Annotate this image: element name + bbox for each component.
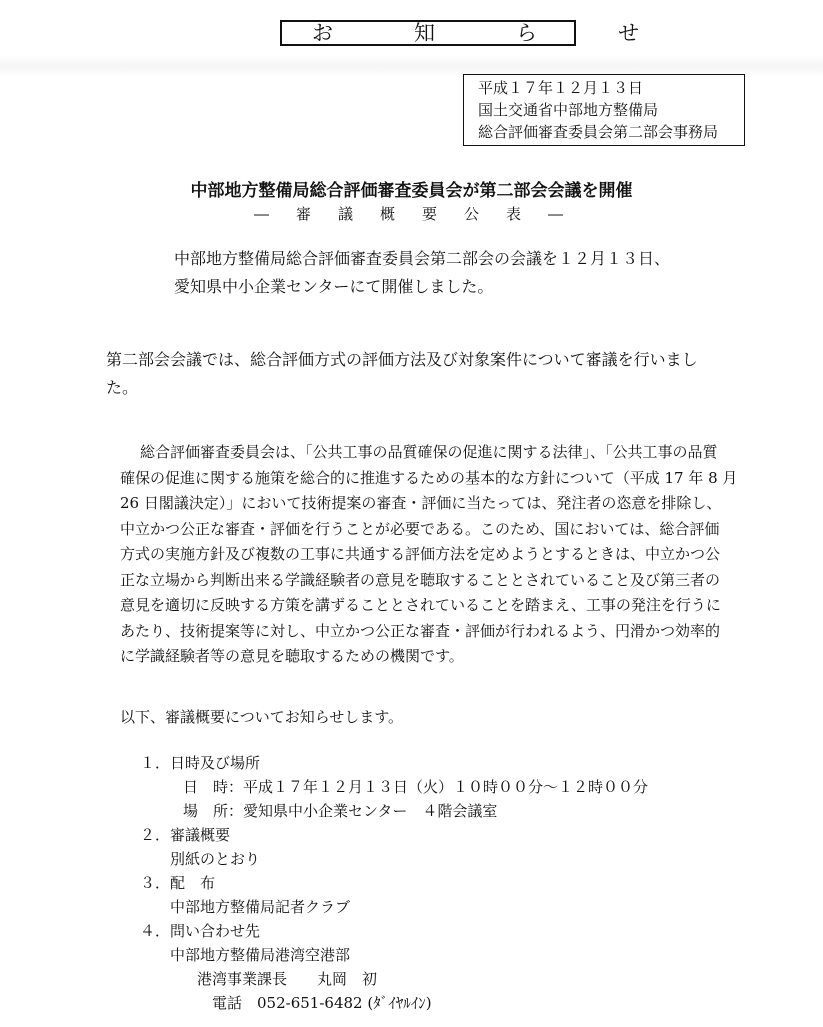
intro-line: 愛知県中小企業センターにて開催しました。 xyxy=(174,277,494,296)
notice-title: お 知 ら せ xyxy=(280,20,576,46)
item-detail: 中部地方整備局記者クラブ xyxy=(170,898,351,916)
item-datetime: 日 時：平成１７年１２月１３日（火）１０時００分～１２時００分 xyxy=(183,778,649,796)
contact-person: 港湾事業課長 丸岡 初 xyxy=(197,970,378,988)
contact-dept: 中部地方整備局港湾空港部 xyxy=(170,946,351,964)
issuer-office: 総合評価審査委員会第二部会事務局 xyxy=(478,123,719,141)
lead-text: 以下、審議概要についてお知らせします。 xyxy=(120,708,404,726)
description-line: 意見を適切に反映する方策を講ずることとされていることを踏まえ、工事の発注を行うに xyxy=(120,596,721,614)
item-heading: ２．審議概要 xyxy=(140,826,231,844)
description-paragraph xyxy=(120,440,737,670)
description-line: 中立かつ公正な審査・評価を行うことが必要である。このため、国においては、総合評価 xyxy=(120,519,720,538)
description-line: 確保の促進に関する施策を総合的に推進するための基本的な方針について（平成 17 年 8 月 xyxy=(120,468,738,487)
description-line: 方式の実施方針及び複数の工事に共通する評価方法を定めようとするときは、中立かつ公 xyxy=(120,545,721,563)
summary-paragraph xyxy=(106,346,698,402)
item-heading: １．日時及び場所 xyxy=(140,754,261,772)
summary-line: た。 xyxy=(106,378,139,397)
contact-phone: 電話 052-651-6482 (ﾀﾞｲﾔﾙｲﾝ) xyxy=(212,994,432,1012)
item-heading: ３．配 布 xyxy=(140,874,216,892)
issuer-box xyxy=(463,74,745,146)
description-line: に学識経験者等の意見を聴取するための機関です。 xyxy=(120,647,464,665)
item-detail: 別紙のとおり xyxy=(170,850,261,868)
headline: 中部地方整備局総合評価審査委員会が第二部会会議を開催 xyxy=(190,181,633,201)
item-place: 場 所：愛知県中小企業センター ４階会議室 xyxy=(183,802,498,820)
issue-date: 平成１７年１２月１３日 xyxy=(478,79,644,97)
summary-line: 第二部会会議では、総合評価方式の評価方法及び対象案件について審議を行いまし xyxy=(106,350,698,369)
intro-line: 中部地方整備局総合評価審査委員会第二部会の会議を１２月１３日、 xyxy=(174,249,671,268)
item-heading: ４．問い合わせ先 xyxy=(140,922,261,940)
item-1 xyxy=(140,751,648,1015)
description-line: 正な立場から判断出来る学識経験者の意見を聴取することとされていること及び第三者の xyxy=(120,570,721,589)
description-line: あたり、技術提案等に対し、中立かつ公正な審査・評価が行われるよう、円滑かつ効率的 xyxy=(120,621,721,640)
subheadline: ― 審 議 概 要 公 表 ― xyxy=(253,205,569,223)
description-line: 総合評価審査委員会は、「公共工事の品質確保の促進に関する法律」、「公共工事の品質 xyxy=(140,443,718,461)
issuer-org: 国土交通省中部地方整備局 xyxy=(478,101,659,119)
description-line: 26 日閣議決定）」において技術提案の審査・評価に当たっては、発注者の恣意を排除し、 xyxy=(120,494,722,512)
intro-paragraph xyxy=(174,245,670,301)
